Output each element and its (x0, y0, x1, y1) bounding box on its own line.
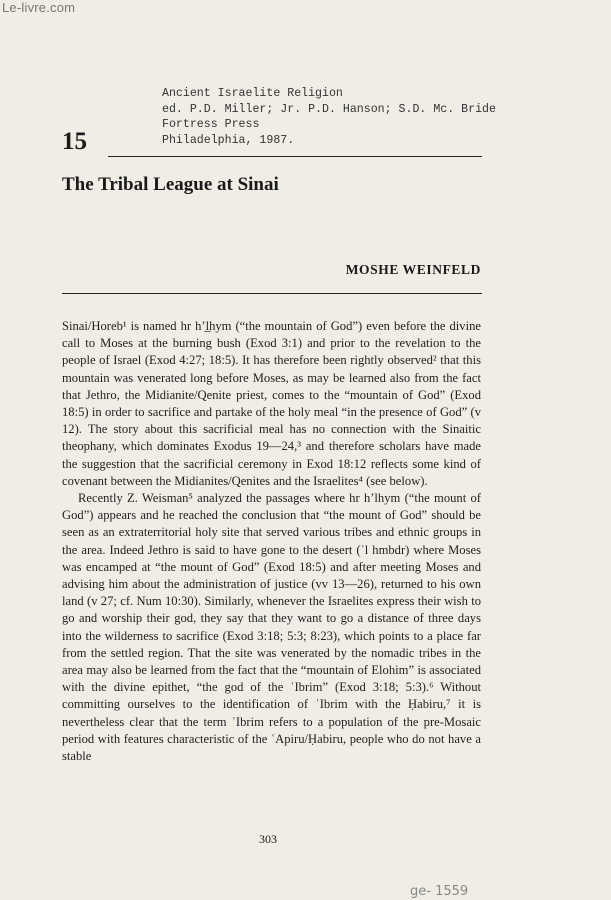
page-number: 303 (259, 832, 277, 846)
citation-line: Fortress Press (162, 118, 260, 131)
paragraph: Recently Z. Weisman⁵ analyzed the passages where hr hʼlhym (“the mount of God”) appears and he reached the conclusion that “the mount of God” should be seen as an extraterritorial holy site that served various tribes and ethnic groups in the area. Indeed Jethro is said to have gone to the desert (ʾl hmbdr) where Moses was encamped at “the mount of God” (Exod 18:5) and after meeting Moses and advising him about the administration of justice (vv 13—26), returned to his own land (v 27; cf. Num 10:30). Similarly, whenever the Israelites express their wish to go and worship their god, they say that they want to go a distance of three days into the wilderness to sacrifice (Exod 3:18; 5:3; 8:23), which points to a place far from the settled region. That the site was venerated by the nomadic tribes in the area may also be learned from the fact that the “mountain of Elohim” is associated with the divine epithet, “the god of the ʿIbrim” (Exod 3:18; 5:3).⁶ Without committing ourselves to the identification of ʿIbrim with the Ḥabiru,⁷ it is nevertheless clear that the term ʿIbrim refers to a population of the pre-Mosaic period with features characteristic of the ʿApiru/Ḥabiru, people who do not have a stable (62, 491, 481, 764)
citation-line: Ancient Israelite Religion (162, 87, 343, 100)
chapter-rule (108, 156, 482, 157)
pencil-annotation: ge- 1559 (410, 884, 469, 899)
chapter-number: 15 (62, 128, 87, 155)
typed-citation-note (162, 86, 496, 148)
watermark: Le-livre.com (2, 0, 76, 15)
author-rule (62, 293, 482, 294)
author-name: MOSHE WEINFELD (345, 262, 481, 277)
paragraph: Sinai/Horeb¹ is named hr hʼl̲hym (“the mountain of God”) even before the divine call to Moses at the burning bush (Exod 3:1) and prior to the revelation to the people of Israel (Exod 4:27; 18:5). It has therefore been rightly observed² that this mountain was venerated long before Moses, as may be learned also from the fact that Jethro, the Midianite/Qenite priest, comes to the “mountain of God” (Exod 18:5) in order to sacrifice and partake of the holy meal “in the presence of God” (v 12). The story about this sacrificial meal has no connection with the Sinaitic theophany, which dominates Exodus 19—24,³ and therefore scholars have made the suggestion that the sacrificial ceremony in Exod 18:12 reflects some kind of covenant between the Midianites/Qenites and the Israelites⁴ (see below). (62, 319, 481, 488)
chapter-title: The Tribal League at Sinai (62, 174, 279, 195)
body-text (62, 318, 481, 765)
citation-line: Philadelphia, 1987. (162, 133, 295, 147)
citation-line: ed. P.D. Miller; Jr. P.D. Hanson; S.D. Mc. Bride (162, 102, 496, 116)
